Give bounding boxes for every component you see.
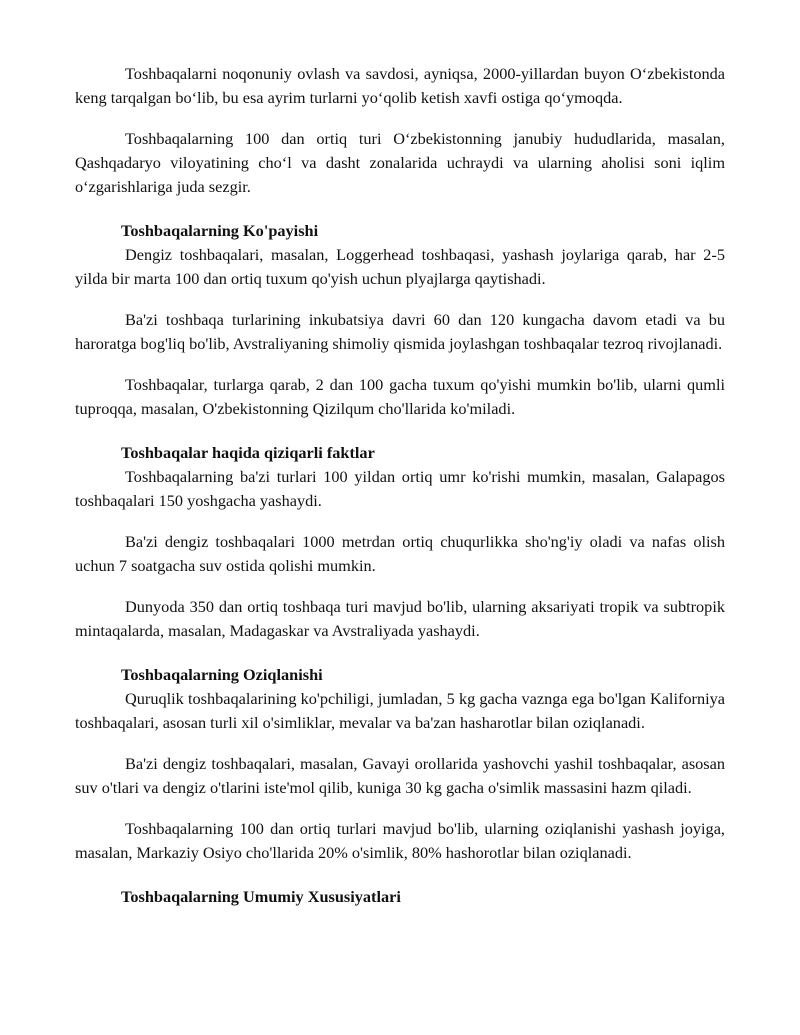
section-interesting-facts	[75, 441, 725, 643]
section-paragraph: Dengiz toshbaqalari, masalan, Loggerhead toshbaqasi, yashash joylariga qarab, har 2-5 yilda bir marta 100 dan ortiq tuxum qo'yish uchun plyajlarga qaytishadi.	[75, 245, 725, 288]
section-heading: Toshbaqalar haqida qiziqarli faktlar	[121, 443, 375, 462]
section-paragraph: Toshbaqalarning ba'zi turlari 100 yildan ortiq umr ko'rishi mumkin, masalan, Galapagos toshbaqalari 150 yoshgacha yashaydi.	[75, 467, 725, 510]
intro-paragraph-2: Toshbaqalarning 100 dan ortiq turi O‘zbekistonning janubiy hududlarida, masalan, Qashqadaryo viloyatining cho‘l va dasht zonalarida uchraydi va ularning aholisi soni iqlim o‘zgarishlariga juda sezgir.	[75, 129, 725, 196]
section-reproduction	[75, 219, 725, 421]
section-nutrition	[75, 663, 725, 865]
section-paragraph: Toshbaqalarning 100 dan ortiq turlari mavjud bo'lib, ularning oziqlanishi yashash joyiga, masalan, Markaziy Osiyo cho'llarida 20% o'simlik, 80% hashorotlar bilan oziqlanadi.	[75, 819, 725, 862]
section-paragraph: Toshbaqalar, turlarga qarab, 2 dan 100 gacha tuxum qo'yishi mumkin bo'lib, ularni qumli tuproqqa, masalan, O'zbekistonning Qizilqum cho'llarida ko'miladi.	[75, 375, 725, 418]
section-paragraph: Dunyoda 350 dan ortiq toshbaqa turi mavjud bo'lib, ularning aksariyati tropik va subtropik mintaqalarda, masalan, Madagaskar va Avstraliyada yashaydi.	[75, 597, 725, 640]
section-heading: Toshbaqalarning Ko'payishi	[121, 221, 319, 240]
section-paragraph: Ba'zi dengiz toshbaqalari, masalan, Gavayi orollarida yashovchi yashil toshbaqalar, asosan suv o'tlari va dengiz o'tlarini iste'mol qilib, kuniga 30 kg gacha o'simlik massasini hazm qiladi.	[75, 754, 725, 797]
section-paragraph: Ba'zi dengiz toshbaqalari 1000 metrdan ortiq chuqurlikka sho'ng'iy oladi va nafas olish uchun 7 soatgacha suv ostida qolishi mumkin.	[75, 532, 725, 575]
intro-paragraph-1: Toshbaqalarni noqonuniy ovlash va savdosi, ayniqsa, 2000-yillardan buyon O‘zbekistonda keng tarqalgan bo‘lib, bu esa ayrim turlarni yo‘qolib ketish xavfi ostiga qo‘ymoqda.	[75, 64, 725, 107]
document-page	[75, 62, 725, 909]
section-paragraph: Ba'zi toshbaqa turlarining inkubatsiya davri 60 dan 120 kungacha davom etadi va bu haroratga bog'liq bo'lib, Avstraliyaning shimoliy qismida joylashgan toshbaqalar tezroq rivojlanadi.	[75, 310, 725, 353]
section-heading: Toshbaqalarning Oziqlanishi	[121, 665, 323, 684]
section-general-features	[75, 885, 725, 909]
section-paragraph: Quruqlik toshbaqalarining ko'pchiligi, jumladan, 5 kg gacha vaznga ega bo'lgan Kaliforniya toshbaqalari, asosan turli xil o'simliklar, mevalar va ba'zan hasharotlar bilan oziqlanadi.	[75, 689, 725, 732]
section-heading: Toshbaqalarning Umumiy Xususiyatlari	[121, 887, 401, 906]
